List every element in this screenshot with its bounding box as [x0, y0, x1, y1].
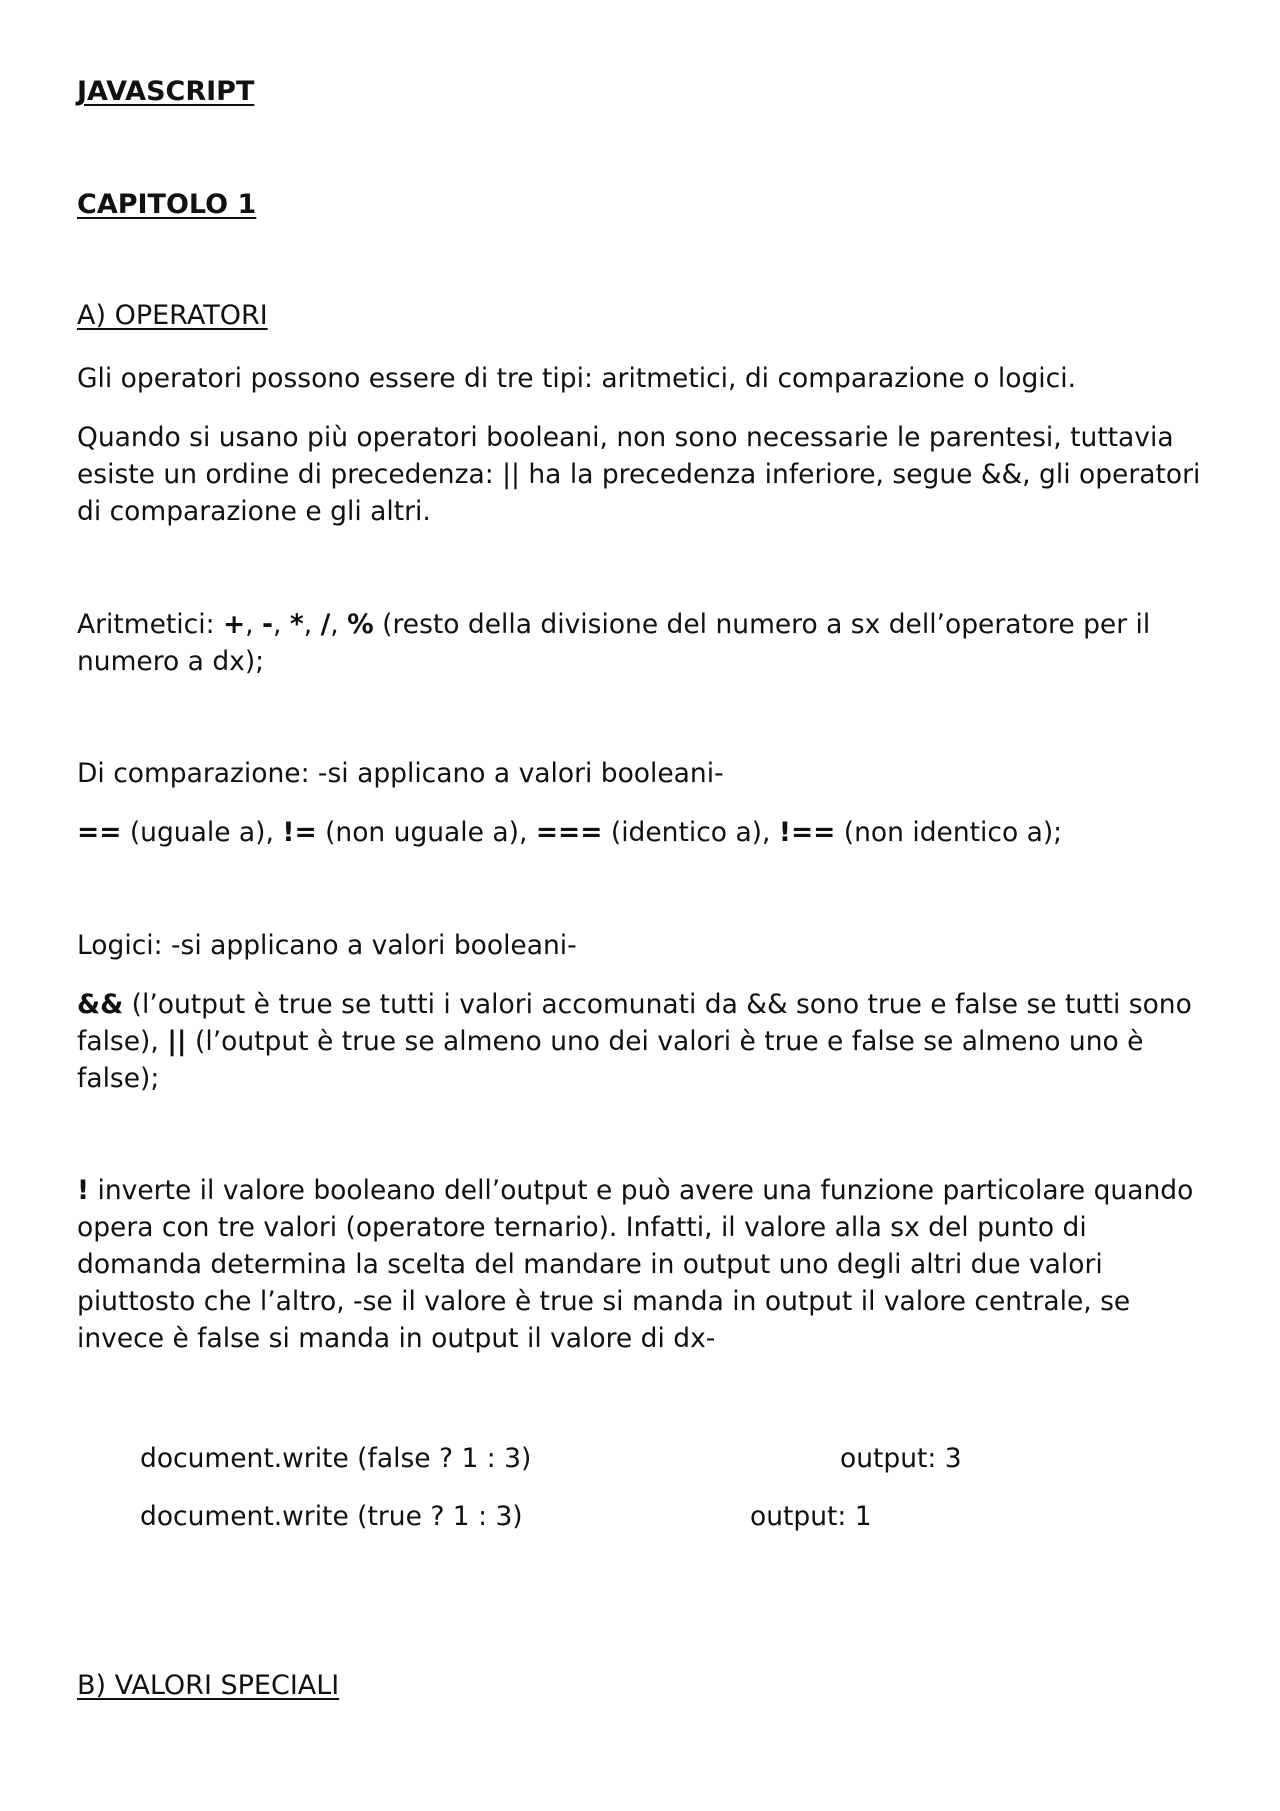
op-and-desc: (l’output è true se tutti i valori accomunati da && sono true e false se tutti sono false), — [77, 989, 1192, 1057]
op-identical-desc: (identico a), — [602, 817, 779, 848]
section-a-heading: A) OPERATORI — [77, 300, 268, 331]
op-not-equal: != — [282, 817, 317, 848]
op-divide: / — [320, 609, 331, 640]
op-multiply: * — [289, 609, 304, 640]
logical-label: Logici: -si applicano a valori booleani- — [77, 930, 577, 961]
separator: , — [245, 609, 263, 640]
op-or: || — [167, 1026, 187, 1057]
op-not-equal-desc: (non uguale a), — [316, 817, 536, 848]
arithmetic-paragraph — [77, 606, 1197, 680]
precedence-paragraph: Quando si usano più operatori booleani, non sono necessarie le parentesi, tuttavia esiste un ordine di precedenza: || ha la precedenza inferiore, segue &&, gli operatori di comparazione e gli altri. — [77, 422, 1201, 527]
op-and: && — [77, 989, 124, 1020]
arithmetic-label: Aritmetici: — [77, 609, 223, 640]
op-identical: === — [535, 817, 603, 848]
operators-intro: Gli operatori possono essere di tre tipi: aritmetici, di comparazione o logici. — [77, 363, 1077, 394]
op-not-desc: inverte il valore booleano dell’output e può avere una funzione particolare quando opera con tre valori (operatore ternario). Infatti, il valore alla sx del punto di domanda determina la scelta del mandare in output uno degli altri due valori piuttosto che l’altro, -se il valore è true si manda in output il valore centrale, se invece è false si manda in output il valore di dx- — [77, 1175, 1194, 1354]
not-operator-paragraph — [77, 1172, 1207, 1357]
op-not-identical-desc: (non identico a); — [835, 817, 1063, 848]
op-equal: == — [77, 817, 122, 848]
op-or-desc: (l’output è true se almeno uno dei valori è true e false se almeno uno è false); — [77, 1026, 1144, 1094]
op-equal-desc: (uguale a), — [121, 817, 283, 848]
op-not: ! — [77, 1175, 90, 1206]
example-code-2: document.write (true ? 1 : 3) — [140, 1501, 523, 1532]
op-minus: - — [262, 609, 274, 640]
example-code-1: document.write (false ? 1 : 3) — [140, 1443, 532, 1474]
separator: , — [303, 609, 321, 640]
document-title: JAVASCRIPT — [77, 76, 255, 107]
arithmetic-description: (resto della divisione del numero a sx dell’operatore per il numero a dx); — [77, 609, 1151, 677]
comparison-operators — [77, 814, 1217, 851]
example-output-2: output: 1 — [750, 1501, 872, 1532]
op-not-identical: !== — [778, 817, 836, 848]
chapter-heading: CAPITOLO 1 — [77, 189, 257, 220]
separator: , — [330, 609, 348, 640]
comparison-label: Di comparazione: -si applicano a valori booleani- — [77, 758, 724, 789]
example-output-1: output: 3 — [840, 1443, 962, 1474]
logical-operators — [77, 986, 1207, 1097]
separator: , — [273, 609, 290, 640]
op-plus: + — [222, 609, 246, 640]
op-modulo: % — [347, 609, 374, 640]
section-b-heading: B) VALORI SPECIALI — [77, 1670, 340, 1701]
